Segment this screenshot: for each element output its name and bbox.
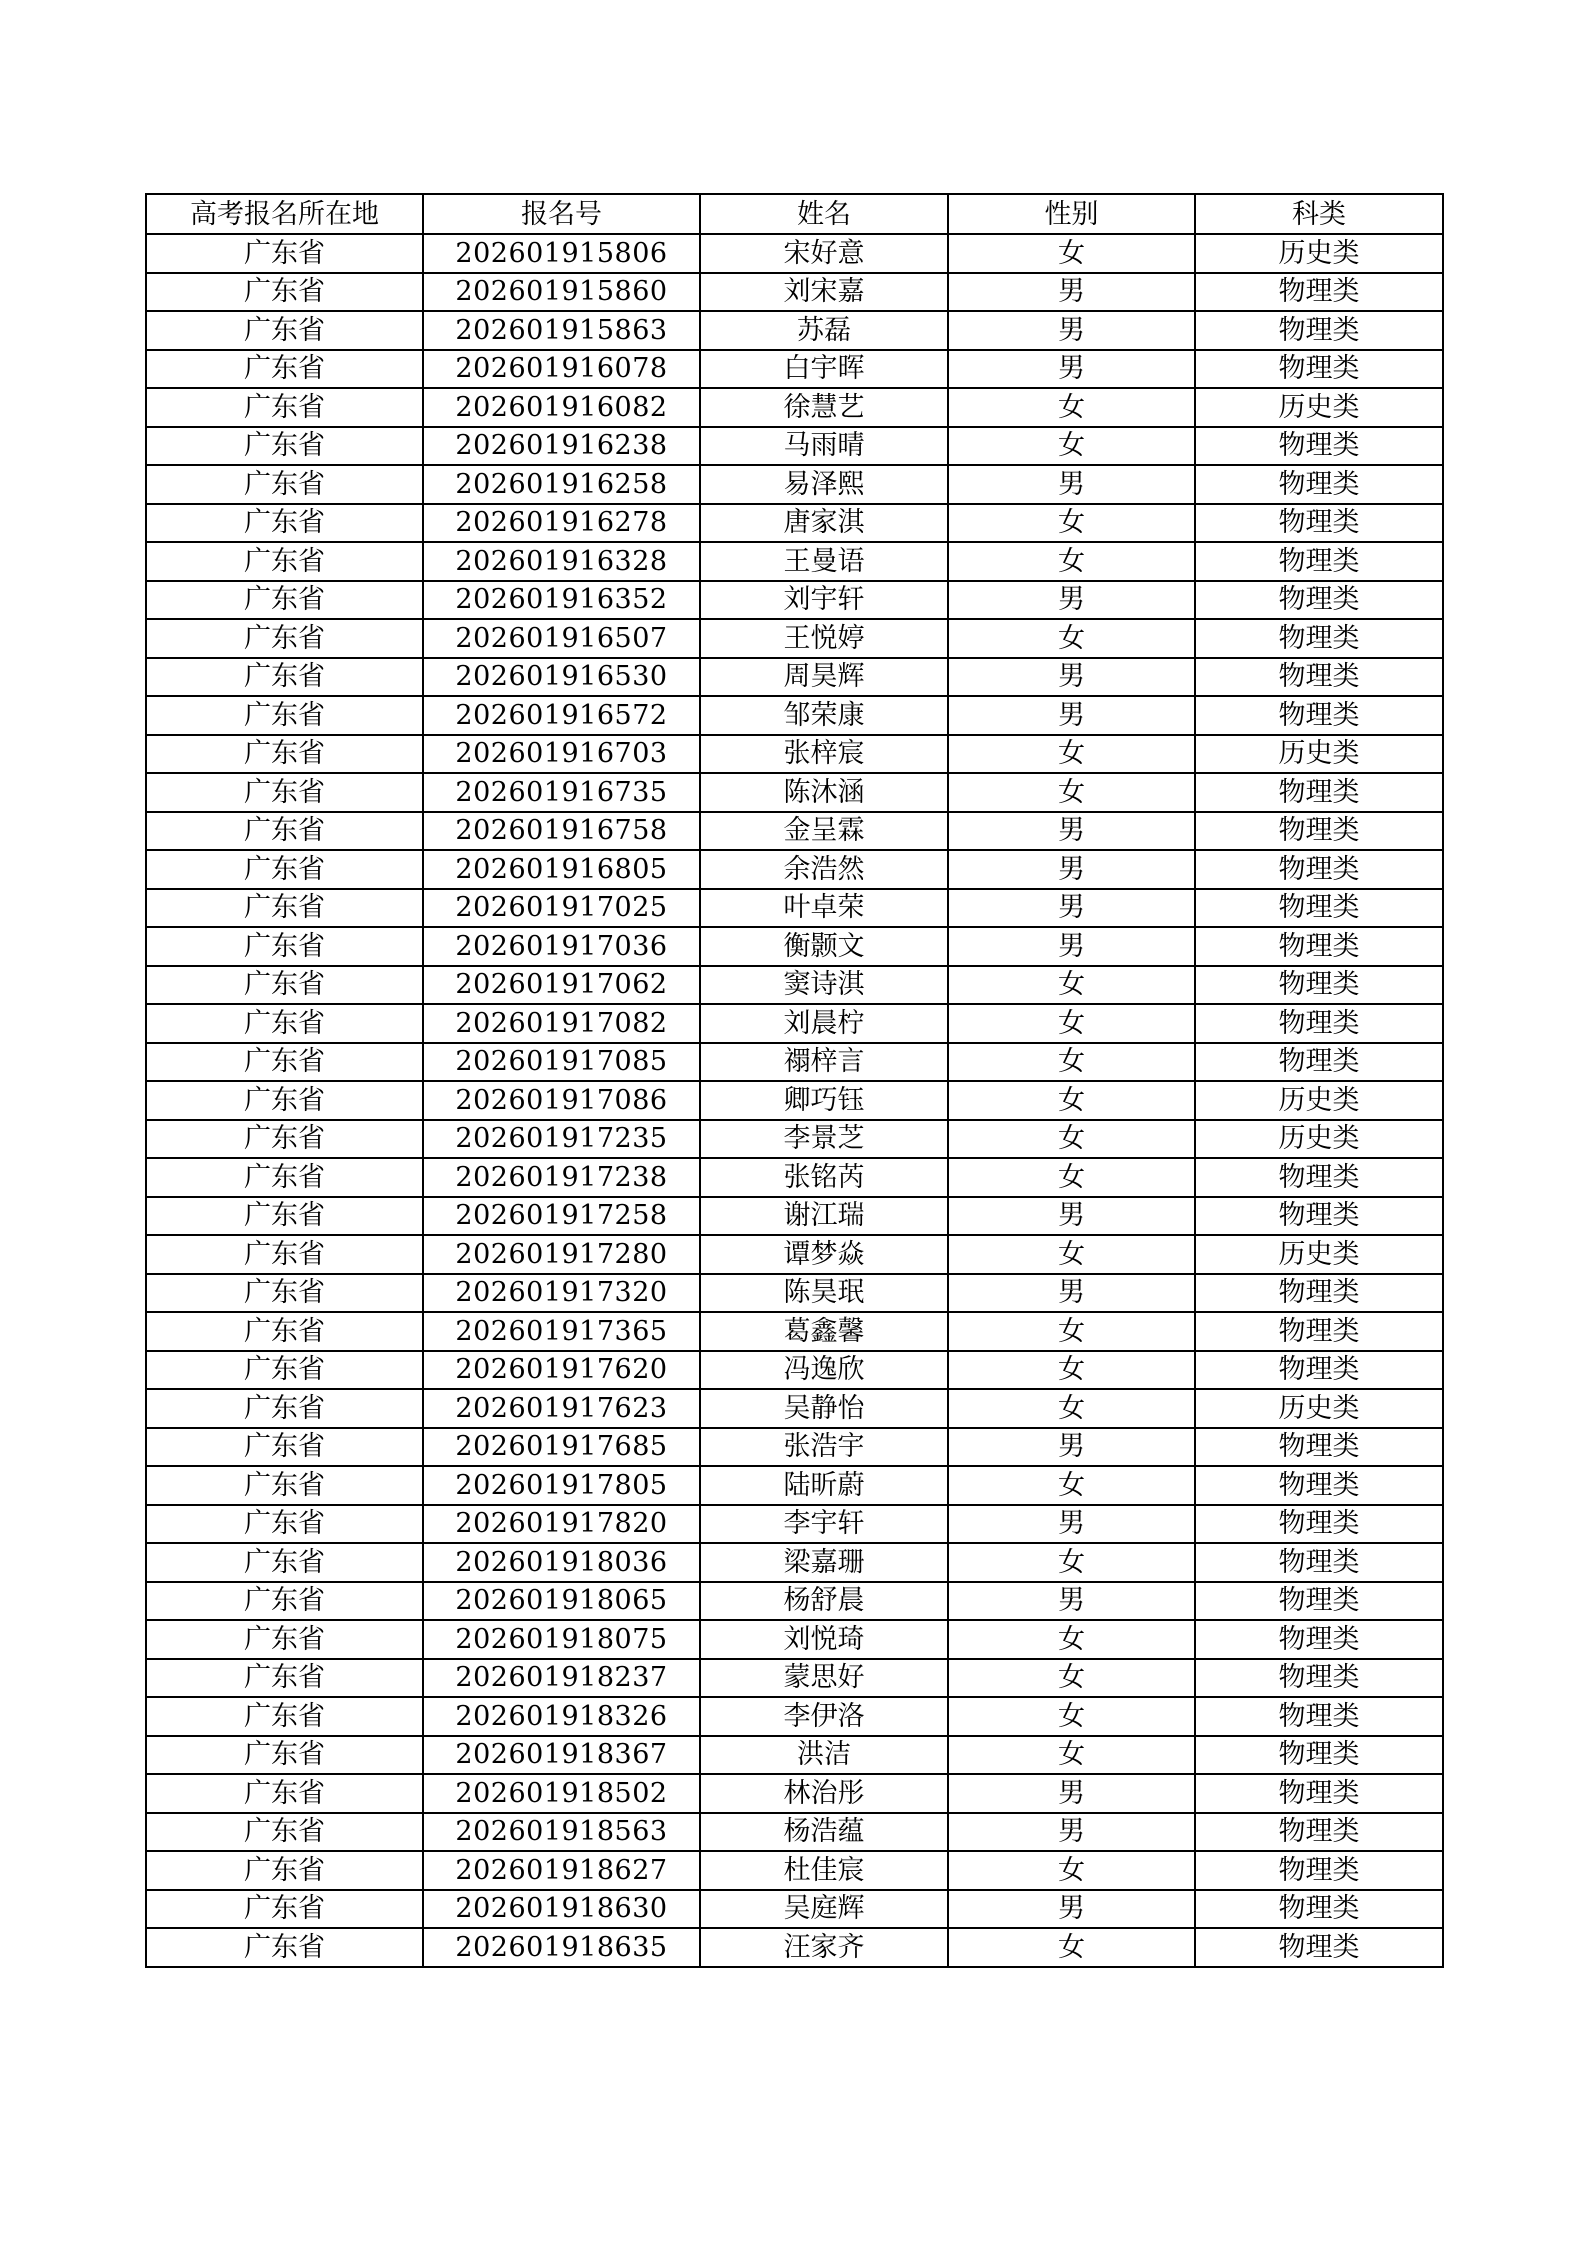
subject-category-cell: 物理类 [1195, 1659, 1443, 1698]
location-cell: 广东省 [146, 773, 423, 812]
name-cell: 吴静怡 [700, 1389, 948, 1428]
gender-cell: 女 [948, 1120, 1195, 1159]
name-cell: 李景芝 [700, 1120, 948, 1159]
table-body [146, 234, 1443, 1967]
location-cell: 广东省 [146, 1890, 423, 1929]
gender-cell: 男 [948, 350, 1195, 389]
subject-category-cell: 物理类 [1195, 1043, 1443, 1082]
registration-number-cell: 202601915863 [423, 311, 700, 350]
table-header-row [146, 194, 1443, 234]
name-cell: 刘晨柠 [700, 1004, 948, 1043]
registration-number-cell: 202601917085 [423, 1043, 700, 1082]
table-row [146, 658, 1443, 697]
location-cell: 广东省 [146, 850, 423, 889]
subject-category-cell: 物理类 [1195, 1351, 1443, 1390]
location-cell: 广东省 [146, 1813, 423, 1852]
name-cell: 陈沐涵 [700, 773, 948, 812]
name-cell: 刘悦琦 [700, 1620, 948, 1659]
name-cell: 葛鑫馨 [700, 1312, 948, 1351]
registration-number-cell: 202601917086 [423, 1081, 700, 1120]
gender-cell: 女 [948, 735, 1195, 774]
registration-number-cell: 202601918635 [423, 1928, 700, 1967]
subject-category-cell: 历史类 [1195, 234, 1443, 273]
subject-category-cell: 物理类 [1195, 1505, 1443, 1544]
name-cell: 苏磊 [700, 311, 948, 350]
location-cell: 广东省 [146, 1274, 423, 1313]
table-row [146, 1428, 1443, 1467]
name-cell: 李宇轩 [700, 1505, 948, 1544]
registration-number-cell: 202601918563 [423, 1813, 700, 1852]
gender-cell: 男 [948, 1774, 1195, 1813]
subject-category-cell: 物理类 [1195, 850, 1443, 889]
name-cell: 杨舒晨 [700, 1582, 948, 1621]
location-cell: 广东省 [146, 812, 423, 851]
registration-number-cell: 202601917062 [423, 966, 700, 1005]
table-row [146, 1659, 1443, 1698]
location-cell: 广东省 [146, 1428, 423, 1467]
location-cell: 广东省 [146, 1851, 423, 1890]
gender-cell: 女 [948, 1389, 1195, 1428]
registration-number-cell: 202601917623 [423, 1389, 700, 1428]
location-cell: 广东省 [146, 1081, 423, 1120]
name-cell: 冯逸欣 [700, 1351, 948, 1390]
table-row [146, 1081, 1443, 1120]
gender-cell: 男 [948, 1197, 1195, 1236]
name-cell: 吴庭辉 [700, 1890, 948, 1929]
registration-number-cell: 202601918367 [423, 1736, 700, 1775]
registration-number-cell: 202601916082 [423, 388, 700, 427]
location-cell: 广东省 [146, 696, 423, 735]
name-cell: 唐家淇 [700, 504, 948, 543]
subject-category-cell: 物理类 [1195, 581, 1443, 620]
name-cell: 宋好意 [700, 234, 948, 273]
registration-number-cell: 202601916703 [423, 735, 700, 774]
subject-category-cell: 物理类 [1195, 773, 1443, 812]
registration-number-cell: 202601917820 [423, 1505, 700, 1544]
location-cell: 广东省 [146, 966, 423, 1005]
location-cell: 广东省 [146, 1158, 423, 1197]
location-cell: 广东省 [146, 927, 423, 966]
gender-cell: 男 [948, 927, 1195, 966]
table-row [146, 1274, 1443, 1313]
table-row [146, 696, 1443, 735]
subject-category-cell: 物理类 [1195, 1890, 1443, 1929]
registration-number-cell: 202601916758 [423, 812, 700, 851]
table-row [146, 465, 1443, 504]
registration-number-cell: 202601917320 [423, 1274, 700, 1313]
location-cell: 广东省 [146, 388, 423, 427]
registration-number-cell: 202601917235 [423, 1120, 700, 1159]
name-cell: 张铭芮 [700, 1158, 948, 1197]
table-row [146, 1351, 1443, 1390]
name-cell: 李伊洛 [700, 1697, 948, 1736]
gender-cell: 男 [948, 1505, 1195, 1544]
subject-category-cell: 历史类 [1195, 1081, 1443, 1120]
name-cell: 张梓宸 [700, 735, 948, 774]
gender-cell: 男 [948, 812, 1195, 851]
table-row [146, 1851, 1443, 1890]
table-row [146, 1158, 1443, 1197]
subject-category-cell: 物理类 [1195, 427, 1443, 466]
subject-category-cell: 物理类 [1195, 1813, 1443, 1852]
table-row [146, 1736, 1443, 1775]
table-row [146, 427, 1443, 466]
table-row [146, 350, 1443, 389]
name-cell: 林治彤 [700, 1774, 948, 1813]
registration-number-cell: 202601916507 [423, 619, 700, 658]
admission-list-table [145, 193, 1444, 1968]
registration-number-cell: 202601916572 [423, 696, 700, 735]
name-cell: 谢江瑞 [700, 1197, 948, 1236]
subject-category-cell: 物理类 [1195, 1158, 1443, 1197]
location-cell: 广东省 [146, 1351, 423, 1390]
gender-cell: 男 [948, 1813, 1195, 1852]
table-row [146, 966, 1443, 1005]
table-row [146, 273, 1443, 312]
gender-cell: 女 [948, 1736, 1195, 1775]
name-cell: 洪洁 [700, 1736, 948, 1775]
subject-category-cell: 物理类 [1195, 1197, 1443, 1236]
gender-cell: 女 [948, 966, 1195, 1005]
location-cell: 广东省 [146, 581, 423, 620]
gender-cell: 女 [948, 1043, 1195, 1082]
table-row [146, 927, 1443, 966]
table-row [146, 1389, 1443, 1428]
subject-category-cell: 历史类 [1195, 1120, 1443, 1159]
location-cell: 广东省 [146, 1389, 423, 1428]
subject-category-cell: 物理类 [1195, 1697, 1443, 1736]
table-row [146, 1813, 1443, 1852]
gender-cell: 女 [948, 1004, 1195, 1043]
location-cell: 广东省 [146, 504, 423, 543]
registration-number-cell: 202601916328 [423, 542, 700, 581]
location-cell: 广东省 [146, 889, 423, 928]
gender-cell: 女 [948, 427, 1195, 466]
gender-cell: 女 [948, 1158, 1195, 1197]
gender-cell: 女 [948, 388, 1195, 427]
table-row [146, 735, 1443, 774]
subject-category-cell: 物理类 [1195, 1274, 1443, 1313]
registration-number-cell: 202601917082 [423, 1004, 700, 1043]
gender-cell: 男 [948, 273, 1195, 312]
name-cell: 刘宋嘉 [700, 273, 948, 312]
registration-number-cell: 202601916078 [423, 350, 700, 389]
name-cell: 梁嘉珊 [700, 1543, 948, 1582]
gender-cell: 女 [948, 1312, 1195, 1351]
gender-cell: 女 [948, 773, 1195, 812]
table-row [146, 1505, 1443, 1544]
name-cell: 禤梓言 [700, 1043, 948, 1082]
registration-number-cell: 202601918326 [423, 1697, 700, 1736]
location-cell: 广东省 [146, 465, 423, 504]
gender-cell: 女 [948, 619, 1195, 658]
location-cell: 广东省 [146, 1659, 423, 1698]
subject-category-cell: 物理类 [1195, 1543, 1443, 1582]
subject-category-cell: 物理类 [1195, 1004, 1443, 1043]
location-cell: 广东省 [146, 658, 423, 697]
name-cell: 易泽熙 [700, 465, 948, 504]
subject-category-cell: 物理类 [1195, 1466, 1443, 1505]
registration-number-cell: 202601916258 [423, 465, 700, 504]
table-row [146, 773, 1443, 812]
gender-cell: 女 [948, 1081, 1195, 1120]
gender-cell: 女 [948, 542, 1195, 581]
subject-category-cell: 物理类 [1195, 966, 1443, 1005]
header-name: 姓名 [700, 194, 948, 234]
location-cell: 广东省 [146, 1197, 423, 1236]
registration-number-cell: 202601917620 [423, 1351, 700, 1390]
gender-cell: 女 [948, 1851, 1195, 1890]
subject-category-cell: 历史类 [1195, 735, 1443, 774]
location-cell: 广东省 [146, 234, 423, 273]
gender-cell: 男 [948, 581, 1195, 620]
subject-category-cell: 历史类 [1195, 1235, 1443, 1274]
name-cell: 杨浩蕴 [700, 1813, 948, 1852]
name-cell: 陆昕蔚 [700, 1466, 948, 1505]
location-cell: 广东省 [146, 735, 423, 774]
name-cell: 陈昊珉 [700, 1274, 948, 1313]
location-cell: 广东省 [146, 1736, 423, 1775]
subject-category-cell: 物理类 [1195, 542, 1443, 581]
name-cell: 刘宇轩 [700, 581, 948, 620]
registration-number-cell: 202601916278 [423, 504, 700, 543]
subject-category-cell: 物理类 [1195, 619, 1443, 658]
gender-cell: 女 [948, 1659, 1195, 1698]
table-row [146, 850, 1443, 889]
table-row [146, 619, 1443, 658]
table-row [146, 1774, 1443, 1813]
subject-category-cell: 历史类 [1195, 388, 1443, 427]
name-cell: 周昊辉 [700, 658, 948, 697]
table-row [146, 812, 1443, 851]
gender-cell: 男 [948, 465, 1195, 504]
location-cell: 广东省 [146, 1697, 423, 1736]
location-cell: 广东省 [146, 1543, 423, 1582]
table-row [146, 388, 1443, 427]
location-cell: 广东省 [146, 350, 423, 389]
name-cell: 杜佳宸 [700, 1851, 948, 1890]
subject-category-cell: 物理类 [1195, 273, 1443, 312]
registration-number-cell: 202601918502 [423, 1774, 700, 1813]
name-cell: 王悦婷 [700, 619, 948, 658]
name-cell: 卿巧钰 [700, 1081, 948, 1120]
table-row [146, 1890, 1443, 1929]
table-row [146, 234, 1443, 273]
table-row [146, 504, 1443, 543]
registration-number-cell: 202601916735 [423, 773, 700, 812]
registration-number-cell: 202601916238 [423, 427, 700, 466]
location-cell: 广东省 [146, 1043, 423, 1082]
registration-number-cell: 202601917025 [423, 889, 700, 928]
table-row [146, 581, 1443, 620]
subject-category-cell: 物理类 [1195, 504, 1443, 543]
table-row [146, 1043, 1443, 1082]
location-cell: 广东省 [146, 1582, 423, 1621]
location-cell: 广东省 [146, 1774, 423, 1813]
name-cell: 徐慧艺 [700, 388, 948, 427]
registration-number-cell: 202601917280 [423, 1235, 700, 1274]
gender-cell: 男 [948, 1890, 1195, 1929]
gender-cell: 男 [948, 1582, 1195, 1621]
location-cell: 广东省 [146, 1004, 423, 1043]
location-cell: 广东省 [146, 1620, 423, 1659]
table-row [146, 1004, 1443, 1043]
registration-number-cell: 202601918075 [423, 1620, 700, 1659]
subject-category-cell: 物理类 [1195, 1851, 1443, 1890]
subject-category-cell: 物理类 [1195, 1620, 1443, 1659]
table-row [146, 1620, 1443, 1659]
gender-cell: 男 [948, 658, 1195, 697]
location-cell: 广东省 [146, 427, 423, 466]
location-cell: 广东省 [146, 311, 423, 350]
table-row [146, 889, 1443, 928]
location-cell: 广东省 [146, 542, 423, 581]
registration-number-cell: 202601918627 [423, 1851, 700, 1890]
registration-number-cell: 202601915860 [423, 273, 700, 312]
location-cell: 广东省 [146, 1312, 423, 1351]
location-cell: 广东省 [146, 1235, 423, 1274]
subject-category-cell: 物理类 [1195, 927, 1443, 966]
registration-number-cell: 202601917238 [423, 1158, 700, 1197]
gender-cell: 女 [948, 1928, 1195, 1967]
subject-category-cell: 物理类 [1195, 889, 1443, 928]
subject-category-cell: 物理类 [1195, 1312, 1443, 1351]
header-location: 高考报名所在地 [146, 194, 423, 234]
registration-number-cell: 202601916530 [423, 658, 700, 697]
table-row [146, 1928, 1443, 1967]
location-cell: 广东省 [146, 1120, 423, 1159]
name-cell: 马雨晴 [700, 427, 948, 466]
registration-number-cell: 202601918630 [423, 1890, 700, 1929]
gender-cell: 女 [948, 1620, 1195, 1659]
subject-category-cell: 物理类 [1195, 311, 1443, 350]
table-row [146, 1543, 1443, 1582]
name-cell: 邹荣康 [700, 696, 948, 735]
header-registration-number: 报名号 [423, 194, 700, 234]
registration-number-cell: 202601917258 [423, 1197, 700, 1236]
registration-number-cell: 202601918065 [423, 1582, 700, 1621]
gender-cell: 男 [948, 696, 1195, 735]
location-cell: 广东省 [146, 273, 423, 312]
table-row [146, 1120, 1443, 1159]
registration-number-cell: 202601917685 [423, 1428, 700, 1467]
gender-cell: 女 [948, 1235, 1195, 1274]
name-cell: 叶卓荣 [700, 889, 948, 928]
gender-cell: 男 [948, 850, 1195, 889]
table-row [146, 311, 1443, 350]
subject-category-cell: 物理类 [1195, 1736, 1443, 1775]
gender-cell: 女 [948, 1697, 1195, 1736]
subject-category-cell: 物理类 [1195, 1928, 1443, 1967]
subject-category-cell: 物理类 [1195, 350, 1443, 389]
location-cell: 广东省 [146, 1505, 423, 1544]
subject-category-cell: 物理类 [1195, 1428, 1443, 1467]
registration-number-cell: 202601915806 [423, 234, 700, 273]
gender-cell: 男 [948, 889, 1195, 928]
subject-category-cell: 物理类 [1195, 465, 1443, 504]
gender-cell: 女 [948, 1543, 1195, 1582]
subject-category-cell: 物理类 [1195, 1582, 1443, 1621]
subject-category-cell: 物理类 [1195, 1774, 1443, 1813]
name-cell: 窦诗淇 [700, 966, 948, 1005]
name-cell: 张浩宇 [700, 1428, 948, 1467]
table-row [146, 1582, 1443, 1621]
gender-cell: 男 [948, 1274, 1195, 1313]
registration-number-cell: 202601918036 [423, 1543, 700, 1582]
registration-number-cell: 202601918237 [423, 1659, 700, 1698]
name-cell: 王曼语 [700, 542, 948, 581]
name-cell: 白宇晖 [700, 350, 948, 389]
name-cell: 金呈霖 [700, 812, 948, 851]
registration-number-cell: 202601916352 [423, 581, 700, 620]
gender-cell: 女 [948, 504, 1195, 543]
location-cell: 广东省 [146, 1928, 423, 1967]
table-row [146, 1466, 1443, 1505]
registration-number-cell: 202601917365 [423, 1312, 700, 1351]
gender-cell: 女 [948, 234, 1195, 273]
registration-number-cell: 202601916805 [423, 850, 700, 889]
registration-number-cell: 202601917036 [423, 927, 700, 966]
subject-category-cell: 物理类 [1195, 658, 1443, 697]
gender-cell: 女 [948, 1466, 1195, 1505]
location-cell: 广东省 [146, 1466, 423, 1505]
subject-category-cell: 历史类 [1195, 1389, 1443, 1428]
name-cell: 汪家齐 [700, 1928, 948, 1967]
table-row [146, 1697, 1443, 1736]
table-row [146, 1312, 1443, 1351]
table-row [146, 1235, 1443, 1274]
name-cell: 谭梦焱 [700, 1235, 948, 1274]
name-cell: 蒙思好 [700, 1659, 948, 1698]
gender-cell: 男 [948, 311, 1195, 350]
gender-cell: 女 [948, 1351, 1195, 1390]
registration-number-cell: 202601917805 [423, 1466, 700, 1505]
subject-category-cell: 物理类 [1195, 812, 1443, 851]
gender-cell: 男 [948, 1428, 1195, 1467]
location-cell: 广东省 [146, 619, 423, 658]
name-cell: 衡颢文 [700, 927, 948, 966]
name-cell: 余浩然 [700, 850, 948, 889]
table-row [146, 542, 1443, 581]
table-row [146, 1197, 1443, 1236]
subject-category-cell: 物理类 [1195, 696, 1443, 735]
header-subject-category: 科类 [1195, 194, 1443, 234]
header-gender: 性别 [948, 194, 1195, 234]
